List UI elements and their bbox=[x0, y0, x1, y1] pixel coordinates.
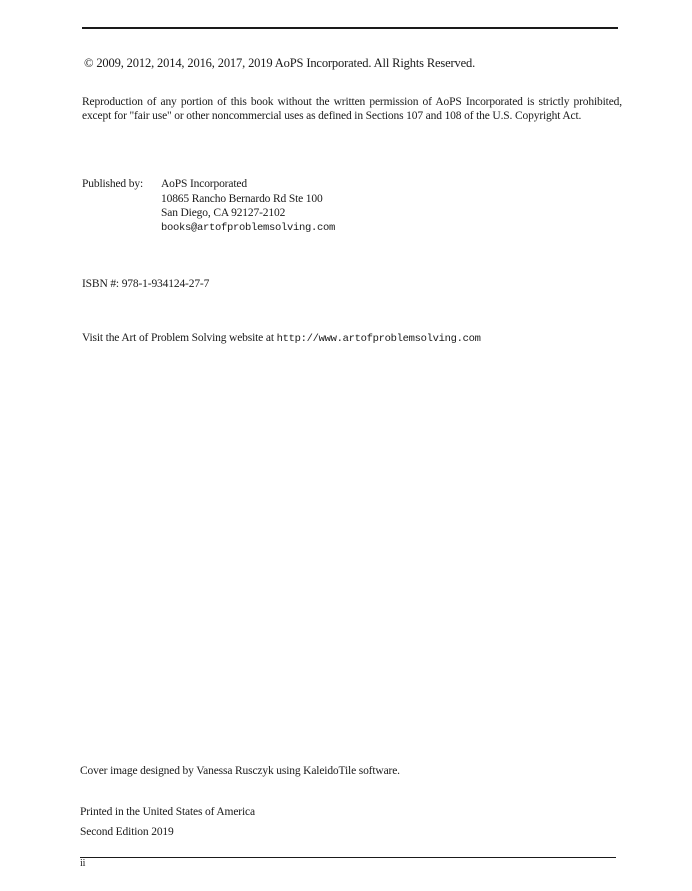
page-number: ii bbox=[80, 858, 86, 869]
printed-in: Printed in the United States of America bbox=[80, 806, 255, 818]
edition: Second Edition 2019 bbox=[80, 826, 174, 838]
website-line bbox=[82, 331, 481, 346]
reproduction-notice: Reproduction of any portion of this book without the written permission of AoPS Incorporated is strictly prohibited, except for "fair use" or other noncommercial uses as defined in Sections 107 and 108 of the U.S. Copyright Act. bbox=[82, 96, 622, 122]
website-url: http://www.artofproblemsolving.com bbox=[276, 333, 481, 345]
top-rule bbox=[82, 27, 618, 29]
publisher-city: San Diego, CA 92127-2102 bbox=[161, 207, 286, 219]
publisher-street: 10865 Rancho Bernardo Rd Ste 100 bbox=[161, 192, 323, 205]
publisher-name: AoPS Incorporated bbox=[161, 178, 247, 190]
website-prefix: Visit the Art of Problem Solving website at bbox=[82, 332, 277, 344]
published-by-label: Published by: bbox=[82, 178, 143, 190]
publisher-address bbox=[161, 177, 335, 235]
cover-credit: Cover image designed by Vanessa Rusczyk using KaleidoTile software. bbox=[80, 765, 400, 777]
bottom-rule bbox=[80, 857, 616, 858]
isbn: ISBN #: 978-1-934124-27-7 bbox=[82, 278, 210, 290]
publisher-email: books@artofproblemsolving.com bbox=[161, 221, 336, 234]
copyright-notice: © 2009, 2012, 2014, 2016, 2017, 2019 AoPS Incorporated. All Rights Reserved. bbox=[84, 56, 476, 70]
